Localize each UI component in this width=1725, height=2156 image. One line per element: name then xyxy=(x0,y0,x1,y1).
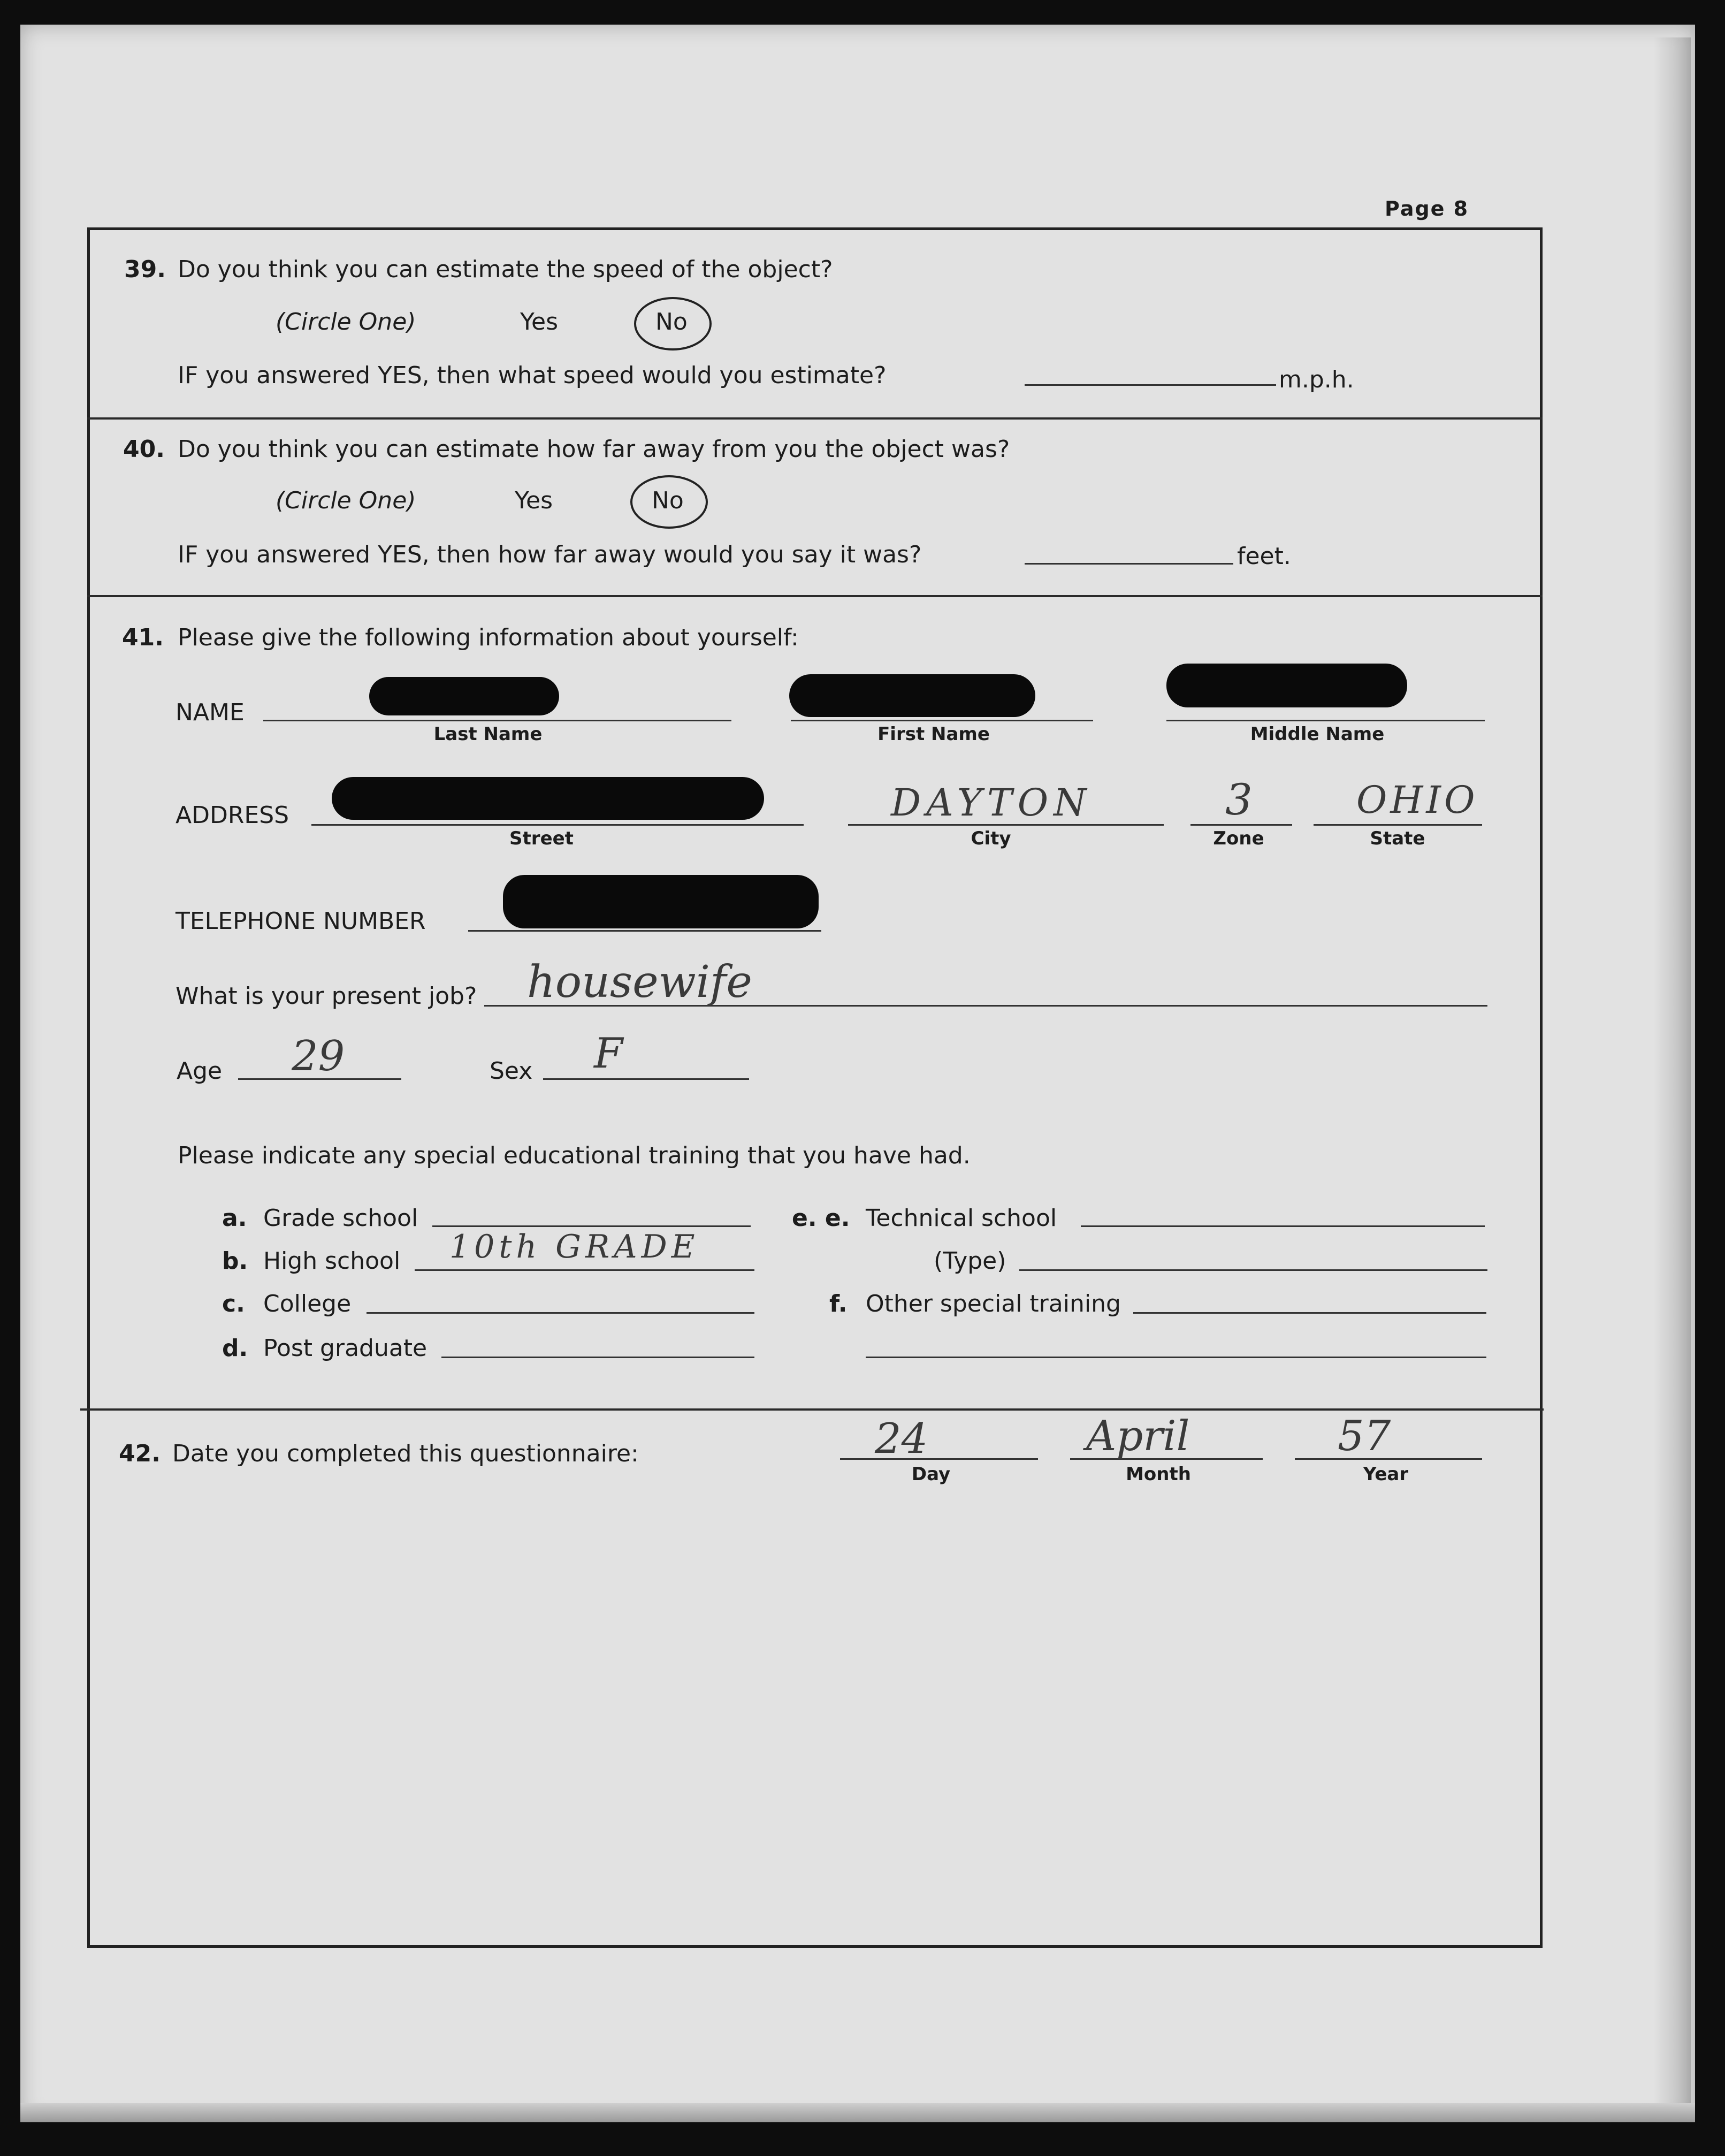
edu-b-letter: b. xyxy=(222,1247,248,1275)
college-field[interactable] xyxy=(367,1312,754,1314)
address-label: ADDRESS xyxy=(175,802,289,829)
edu-e-letter: e. e. xyxy=(792,1205,850,1232)
edu-d-letter: d. xyxy=(222,1335,248,1362)
divider-39-40 xyxy=(87,417,1543,420)
page-number: Page 8 xyxy=(1385,197,1469,220)
divider-40-41 xyxy=(87,595,1543,597)
city-label: City xyxy=(971,828,1011,849)
state-label: State xyxy=(1370,828,1425,849)
q39-number: 39. xyxy=(124,256,166,283)
middle-name-field[interactable] xyxy=(1166,720,1485,721)
q40-followup: IF you answered YES, then how far away would you say it was? xyxy=(178,541,922,568)
name-label: NAME xyxy=(175,699,245,726)
other-training-field[interactable] xyxy=(1133,1312,1486,1314)
state-value: OHIO xyxy=(1356,778,1478,822)
first-name-redaction xyxy=(789,674,1035,717)
q39-option-no[interactable]: No xyxy=(655,308,688,336)
day-field[interactable] xyxy=(840,1458,1038,1460)
telephone-label: TELEPHONE NUMBER xyxy=(175,908,426,935)
q39-circle-one: (Circle One) xyxy=(276,308,416,336)
q40-number: 40. xyxy=(123,436,165,463)
last-name-field[interactable] xyxy=(263,720,731,721)
street-redaction xyxy=(332,777,764,820)
edu-a-letter: a. xyxy=(222,1205,247,1232)
edu-f-label: Other special training xyxy=(866,1290,1121,1317)
q39-answer-circle xyxy=(634,297,712,351)
month-value: April xyxy=(1086,1412,1190,1460)
edu-b-label: High school xyxy=(263,1247,401,1275)
technical-type-field[interactable] xyxy=(1019,1269,1487,1271)
q40-answer-circle xyxy=(630,475,708,529)
education-prompt: Please indicate any special educational training that you have had. xyxy=(178,1142,971,1169)
form-frame xyxy=(87,227,1543,1948)
telephone-field[interactable] xyxy=(468,930,821,932)
last-name-redaction xyxy=(369,677,559,715)
middle-name-redaction xyxy=(1166,664,1407,707)
street-label: Street xyxy=(509,828,574,849)
other-training-field-2[interactable] xyxy=(866,1357,1486,1358)
edu-a-label: Grade school xyxy=(263,1205,418,1232)
paper-shadow xyxy=(1653,37,1691,2114)
month-label: Month xyxy=(1126,1464,1191,1485)
year-value: 57 xyxy=(1338,1412,1391,1460)
edu-d-label: Post graduate xyxy=(263,1335,428,1362)
q41-prompt: Please give the following information about yourself: xyxy=(178,624,799,651)
city-value: DAYTON xyxy=(891,781,1092,825)
age-label: Age xyxy=(177,1057,223,1085)
sex-value: F xyxy=(594,1030,623,1078)
last-name-label: Last Name xyxy=(433,723,543,745)
edu-e-label: Technical school xyxy=(866,1205,1057,1232)
q39-followup: IF you answered YES, then what speed would you estimate? xyxy=(178,362,887,389)
q40-unit: feet. xyxy=(1237,543,1291,570)
zone-value: 3 xyxy=(1225,775,1253,825)
telephone-redaction xyxy=(503,875,819,928)
q39-option-yes[interactable]: Yes xyxy=(520,308,559,336)
day-value: 24 xyxy=(875,1415,928,1463)
divider-41-42 xyxy=(80,1408,1544,1411)
q41-number: 41. xyxy=(122,624,164,651)
age-value: 29 xyxy=(292,1032,345,1080)
q40-circle-one: (Circle One) xyxy=(276,487,416,514)
first-name-field[interactable] xyxy=(791,720,1093,721)
year-label: Year xyxy=(1363,1464,1409,1485)
job-label: What is your present job? xyxy=(175,982,477,1010)
middle-name-label: Middle Name xyxy=(1250,723,1385,745)
grade-school-field[interactable] xyxy=(432,1225,751,1227)
state-field[interactable] xyxy=(1314,824,1482,826)
sex-label: Sex xyxy=(490,1057,533,1085)
post-graduate-field[interactable] xyxy=(441,1357,754,1358)
scan-bottom-edge xyxy=(20,2103,1695,2122)
q39-speed-field[interactable] xyxy=(1025,384,1276,386)
high-school-value: 10th GRADE xyxy=(449,1228,699,1266)
first-name-label: First Name xyxy=(877,723,990,745)
edu-f-letter: f. xyxy=(829,1290,848,1317)
type-label: (Type) xyxy=(934,1247,1006,1275)
edu-c-label: College xyxy=(263,1290,352,1317)
q40-option-no[interactable]: No xyxy=(652,487,684,514)
q40-distance-field[interactable] xyxy=(1025,563,1233,565)
q39-question: Do you think you can estimate the speed of the object? xyxy=(178,256,833,283)
high-school-field[interactable] xyxy=(415,1269,754,1271)
street-field[interactable] xyxy=(311,824,804,826)
technical-school-field[interactable] xyxy=(1081,1225,1485,1227)
edu-c-letter: c. xyxy=(222,1290,245,1317)
zone-label: Zone xyxy=(1213,828,1264,849)
sex-field[interactable] xyxy=(543,1078,749,1080)
job-value: housewife xyxy=(527,957,752,1008)
day-label: Day xyxy=(911,1464,951,1485)
q40-option-yes[interactable]: Yes xyxy=(515,487,553,514)
q40-question: Do you think you can estimate how far away from you the object was? xyxy=(178,436,1010,463)
q42-prompt: Date you completed this questionnaire: xyxy=(172,1440,639,1467)
q39-unit: m.p.h. xyxy=(1279,366,1354,393)
q42-number: 42. xyxy=(119,1440,161,1467)
